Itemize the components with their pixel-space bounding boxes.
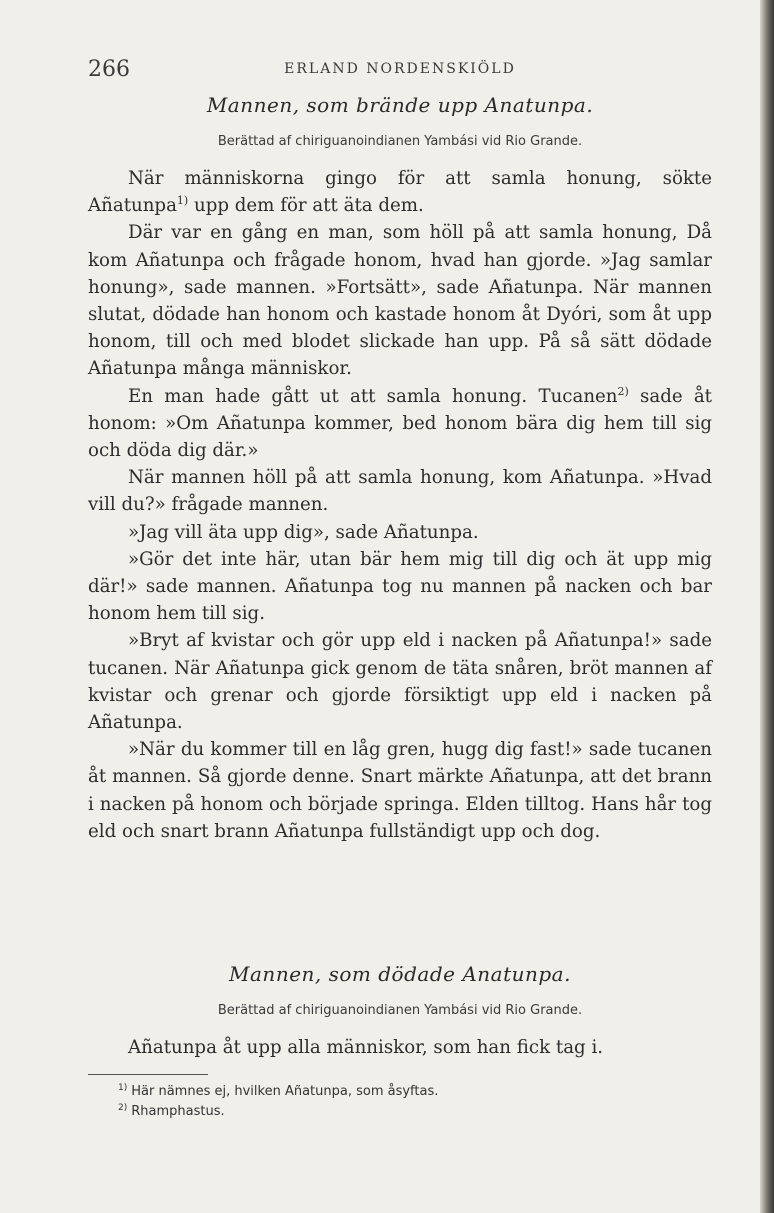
- footnote-text: Rhamphastus.: [131, 1104, 225, 1119]
- paragraph: »Gör det inte här, utan bär hem mig till dig och ät upp mig där!» sade mannen. Añatunpa tog nu mannen på nacken och bar honom hem till sig.: [88, 548, 712, 625]
- story-body: [88, 165, 712, 845]
- story-body: [88, 1034, 712, 1061]
- story-subtitle: Berättad af chiriguanoindianen Yambási vid Rio Grande.: [217, 1003, 583, 1018]
- story-subtitle: Berättad af chiriguanoindianen Yambási vid Rio Grande.: [217, 134, 583, 149]
- running-head: ERLAND NORDENSKIÖLD: [284, 61, 516, 77]
- page-number: 266: [88, 57, 130, 82]
- footnote-ref: 1): [176, 194, 189, 208]
- paragraph-text: upp dem för att äta dem.: [188, 195, 424, 217]
- paragraph: »Jag vill äta upp dig», sade Añatunpa.: [128, 521, 479, 543]
- story-title: Mannen, som brände upp Anatunpa.: [206, 93, 594, 117]
- paragraph-text: sade åt honom: »Om Añatunpa kommer, bed honom bära dig hem till sig och döda dig där.»: [88, 385, 712, 462]
- paragraph: »Bryt af kvistar och gör upp eld i nacken på Añatunpa!» sade tucanen. När Añatunpa gick genom de täta snåren, bröt mannen af kvistar och grenar och gjorde försiktigt upp eld i nacken på Añatunpa.: [88, 630, 712, 734]
- page-header: [88, 57, 712, 87]
- page-edge-shadow: [760, 0, 774, 1213]
- footnote: [118, 1082, 678, 1102]
- paragraph: [88, 165, 712, 219]
- paragraph-text: När människorna gingo för att samla honung, sökte Añatunpa: [88, 168, 712, 217]
- paragraph: När mannen höll på att samla honung, kom Añatunpa. »Hvad vill du?» frågade mannen.: [88, 467, 712, 516]
- footnote-ref: 2): [617, 384, 629, 398]
- footnote-text: Här nämnes ej, hvilken Añatunpa, som åsyftas.: [131, 1084, 439, 1099]
- paragraph: [88, 383, 712, 465]
- story-title: Mannen, som dödade Anatunpa.: [229, 962, 571, 986]
- footnote-mark: 2): [118, 1102, 128, 1113]
- paragraph: »När du kommer till en låg gren, hugg dig fast!» sade tucanen åt mannen. Så gjorde denne. Snart märkte Añatunpa, att det brann i nacken på honom och började springa. Elden tilltog. Hans hår tog eld och snart brann Añatunpa fullständigt upp och dog.: [88, 739, 712, 842]
- footnote-mark: 1): [118, 1082, 128, 1093]
- footnotes: [118, 1082, 678, 1122]
- footnote-divider: [88, 1074, 208, 1075]
- paragraph: Añatunpa åt upp alla människor, som han fick tag i.: [128, 1037, 604, 1058]
- footnote: [118, 1102, 678, 1122]
- paragraph-text: En man hade gått ut att samla honung. Tucanen: [128, 385, 618, 407]
- paragraph: Där var en gång en man, som höll på att samla honung, Då kom Añatunpa och frågade honom, hvad han gjorde. »Jag samlar honung», sade mannen. »Fortsätt», sade Añatunpa. När mannen slutat, dödade han honom och kastade honom åt Dyóri, som åt upp honom, till och med blodet slickade han upp. På så sätt dödade Añatunpa många människor.: [88, 222, 712, 380]
